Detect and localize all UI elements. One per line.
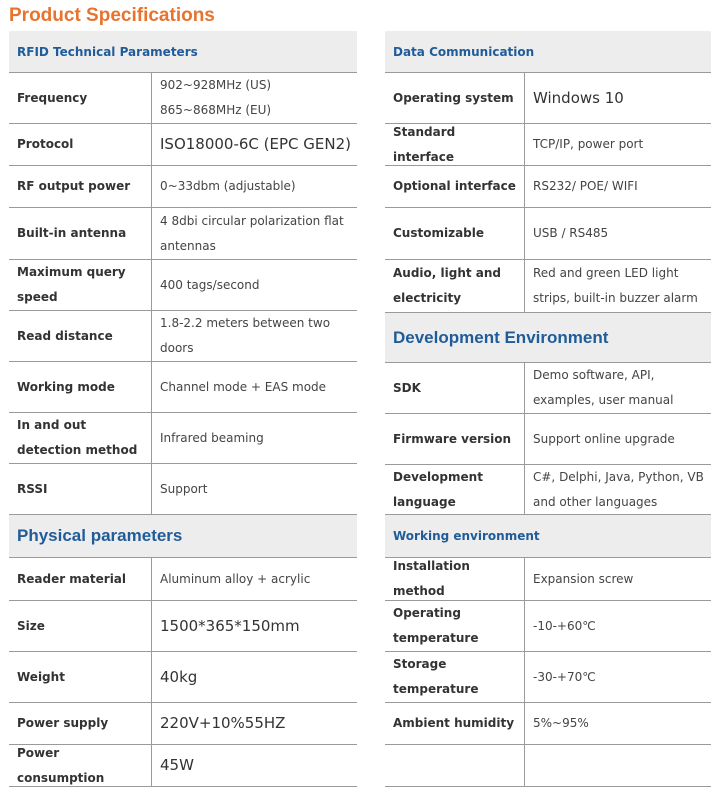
spec-value: 400 tags/second: [160, 277, 260, 292]
spec-label: Reader material: [9, 558, 152, 600]
development-environment-section: [385, 313, 711, 515]
spec-label: Power consumption: [9, 745, 152, 786]
spec-row: [9, 703, 357, 745]
spec-value-line: 4 8dbi circular polarization flat: [160, 213, 344, 228]
spec-value-line: 1.8-2.2 meters between two: [160, 316, 331, 330]
spec-row: [9, 208, 357, 260]
spec-value: [525, 260, 711, 312]
spec-label: Frequency: [9, 73, 152, 123]
spec-label: Optional interface: [385, 166, 525, 207]
spec-value: 45W: [160, 756, 194, 774]
spec-row: [385, 652, 711, 703]
spec-row: [9, 73, 357, 124]
spec-row: [9, 464, 357, 515]
spec-row-empty: [385, 745, 711, 787]
spec-label: Standard interface: [385, 124, 525, 165]
section-heading: RFID Technical Parameters: [9, 31, 357, 73]
spec-label: RF output power: [9, 166, 152, 207]
spec-value: 1500*365*150mm: [160, 616, 300, 635]
spec-label: Development language: [385, 465, 525, 514]
physical-parameters-section: [9, 515, 357, 787]
spec-label: [385, 745, 525, 786]
spec-row: [9, 558, 357, 601]
section-heading: Development Environment: [385, 313, 711, 363]
spec-value: [152, 208, 357, 259]
spec-value: Expansion screw: [533, 571, 634, 586]
spec-value-line: doors: [160, 341, 194, 355]
spec-label: Operating system: [385, 73, 525, 123]
spec-row: [9, 260, 357, 311]
spec-value: [152, 311, 357, 361]
spec-row: [385, 260, 711, 313]
page-title: Product Specifications: [9, 5, 215, 26]
spec-label: Ambient humidity: [385, 703, 525, 744]
spec-value: [525, 745, 711, 786]
spec-label: Customizable: [385, 208, 525, 259]
spec-value: RS232/ POE/ WIFI: [533, 179, 638, 193]
spec-value-line: antennas: [160, 238, 216, 253]
spec-label: SDK: [385, 363, 525, 413]
section-heading: Physical parameters: [9, 515, 357, 558]
spec-row: [9, 413, 357, 464]
spec-value-line: examples, user manual: [533, 393, 674, 407]
section-heading: Data Communication: [385, 31, 711, 73]
spec-value: TCP/IP, power port: [533, 137, 644, 151]
rfid-parameters-section: [9, 31, 357, 515]
spec-value: [525, 465, 711, 514]
spec-label: Maximum query speed: [9, 260, 152, 310]
spec-value-line: Demo software, API,: [533, 368, 655, 382]
spec-row: [385, 166, 711, 208]
spec-label: Built-in antenna: [9, 208, 152, 259]
spec-row: [385, 208, 711, 260]
spec-row: [385, 465, 711, 515]
spec-value-line: 902~928MHz (US): [160, 78, 272, 92]
spec-label: RSSI: [9, 464, 152, 514]
spec-value-line: C#, Delphi, Java, Python, VB: [533, 469, 704, 484]
spec-value: Support: [160, 481, 208, 496]
spec-value: 0~33dbm (adjustable): [160, 179, 296, 193]
spec-label: Weight: [9, 652, 152, 702]
spec-value: -10-+60℃: [533, 618, 596, 633]
spec-value: USB / RS485: [533, 226, 609, 240]
spec-value: Support online upgrade: [533, 431, 675, 446]
spec-value-line: Red and green LED light: [533, 266, 679, 280]
spec-label: Storage temperature: [385, 652, 525, 702]
spec-row: [385, 601, 711, 652]
spec-value: Infrared beaming: [160, 430, 264, 445]
spec-row: [385, 73, 711, 124]
spec-label: Size: [9, 601, 152, 651]
spec-label: In and out detection method: [9, 413, 152, 463]
spec-label: Installation method: [385, 558, 525, 600]
spec-value: Windows 10: [533, 88, 624, 107]
spec-row: [9, 362, 357, 413]
spec-row: [385, 558, 711, 601]
spec-label: Working mode: [9, 362, 152, 412]
spec-row: [9, 601, 357, 652]
spec-row: [9, 745, 357, 787]
spec-value: ISO18000-6C (EPC GEN2): [160, 135, 352, 153]
spec-value: 5%~95%: [533, 716, 589, 730]
spec-value-line: and other languages: [533, 494, 658, 509]
spec-label: Operating temperature: [385, 601, 525, 651]
spec-row: [9, 652, 357, 703]
data-communication-section: [385, 31, 711, 313]
spec-label: Read distance: [9, 311, 152, 361]
spec-value: 40kg: [160, 667, 198, 686]
working-environment-section: [385, 515, 711, 787]
spec-row: [385, 124, 711, 166]
spec-row: [385, 414, 711, 465]
spec-row: [9, 166, 357, 208]
spec-value: Channel mode + EAS mode: [160, 379, 327, 394]
spec-value-line: strips, built-in buzzer alarm: [533, 291, 698, 305]
spec-row: [385, 703, 711, 745]
spec-value: 220V+10%55HZ: [160, 714, 286, 732]
spec-label: Protocol: [9, 124, 152, 165]
spec-row: [385, 363, 711, 414]
section-heading: Working environment: [385, 515, 711, 558]
spec-value: -30-+70℃: [533, 669, 596, 684]
spec-label: Firmware version: [385, 414, 525, 464]
spec-value: [525, 363, 711, 413]
spec-value: Aluminum alloy + acrylic: [160, 571, 311, 586]
spec-value: [152, 73, 357, 123]
spec-label: Audio, light and electricity: [385, 260, 525, 312]
spec-value-line: 865~868MHz (EU): [160, 103, 272, 117]
spec-row: [9, 311, 357, 362]
spec-label: Power supply: [9, 703, 152, 744]
spec-row: [9, 124, 357, 166]
